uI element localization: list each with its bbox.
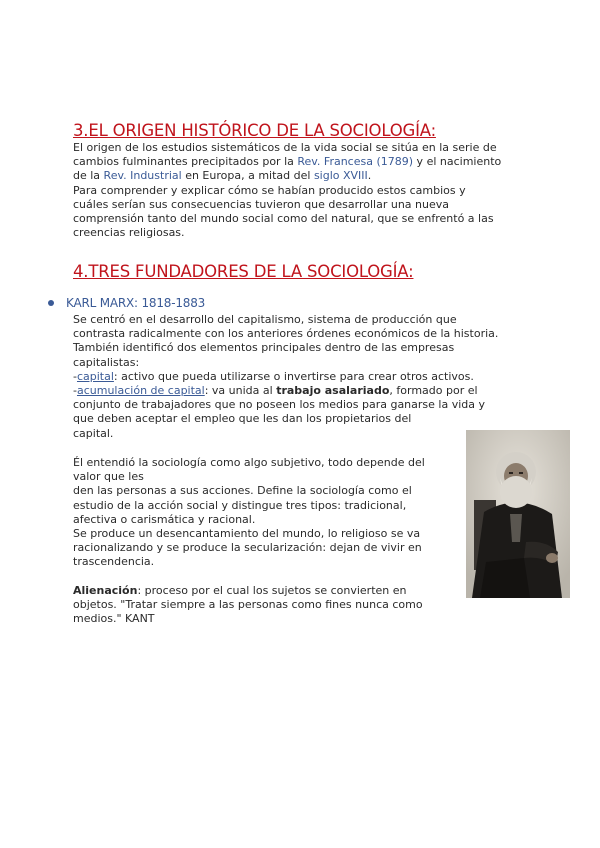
text-line: cuáles serían sus consecuencias tuvieron que desarrollar una nueva xyxy=(73,197,449,211)
text-line: que deben aceptar el empleo que les dan los propietarios del xyxy=(73,412,412,426)
section-3-paragraph xyxy=(73,141,521,240)
text-line: Él entendió la sociología como algo subjetivo, todo depende del xyxy=(73,456,425,469)
text-run: - xyxy=(73,369,77,383)
text-line: Se produce un desencantamiento del mundo, lo religioso se va xyxy=(73,527,421,541)
text-line: Para comprender y explicar cómo se habían producido estos cambios y xyxy=(73,183,466,197)
text-line: El origen de los estudios sistemáticos de la vida social se sitúa en la serie de xyxy=(73,141,497,154)
bullet-dot-icon xyxy=(48,300,54,306)
text-run: . xyxy=(367,169,372,183)
text-line: trascendencia. xyxy=(73,555,155,569)
text-line: comprensión tanto del mundo social como del natural, que se enfrentó a las xyxy=(73,212,494,226)
text-line: valor que les xyxy=(73,470,144,484)
text-run: de la xyxy=(73,169,104,183)
bullet-label: KARL MARX: 1818-1883 xyxy=(66,296,206,310)
text-run: cambios fulminantes precipitados por la xyxy=(73,155,298,169)
karl-marx-portrait-image xyxy=(466,430,570,598)
section-3-heading: 3.EL ORIGEN HISTÓRICO DE LA SOCIOLOGÍA: xyxy=(73,121,436,140)
text-line xyxy=(73,370,521,384)
term-capital: capital xyxy=(76,369,114,383)
marx-paragraph-2 xyxy=(73,456,458,570)
text-run: y el nacimiento xyxy=(413,155,502,169)
text-line xyxy=(73,384,521,398)
text-run: - xyxy=(73,384,77,398)
text-line: contrasta radicalmente con los anteriores órdenes económicos de la historia. xyxy=(73,327,499,341)
text-line: creencias religiosas. xyxy=(73,226,185,240)
text-run: : proceso por el cual los sujetos se convierten en xyxy=(137,584,407,597)
text-run: en Europa, a mitad del xyxy=(181,169,314,183)
highlight-rev-francesa: Rev. Francesa (1789) xyxy=(297,155,414,169)
section-4-heading: 4.TRES FUNDADORES DE LA SOCIOLOGÍA: xyxy=(73,262,414,281)
highlight-rev-industrial: Rev. Industrial xyxy=(103,169,182,183)
text-run: , formado por el xyxy=(389,384,478,398)
text-line: estudio de la acción social y distingue tres tipos: tradicional, xyxy=(73,498,407,512)
text-line: afectiva o carismática y racional. xyxy=(73,512,256,526)
text-line: den las personas a sus acciones. Define la sociología como el xyxy=(73,484,412,498)
text-line: También identificó dos elementos principales dentro de las empresas xyxy=(73,341,455,355)
text-run: : activo que pueda utilizarse o invertirse para crear otros activos. xyxy=(113,369,474,383)
text-line: conjunto de trabajadores que no poseen los medios para ganarse la vida y xyxy=(73,398,486,412)
marx-paragraph-1 xyxy=(73,313,521,441)
term-trabajo-asalariado: trabajo asalariado xyxy=(276,384,390,398)
text-line: capital. xyxy=(73,426,114,440)
text-line: racionalizando y se produce la secularización: dejan de vivir en xyxy=(73,541,422,555)
text-line: medios." KANT xyxy=(73,612,155,626)
highlight-siglo: siglo XVIII xyxy=(313,169,368,183)
portrait-icon xyxy=(466,430,570,598)
text-line xyxy=(73,169,521,183)
marx-paragraph-3 xyxy=(73,584,458,627)
text-run: : va unida al xyxy=(204,384,277,398)
text-line xyxy=(73,584,458,598)
term-acumulacion: acumulación de capital xyxy=(76,384,205,398)
text-line xyxy=(73,155,521,169)
text-line: Se centró en el desarrollo del capitalismo, sistema de producción que xyxy=(73,313,457,326)
text-line: objetos. "Tratar siempre a las personas como fines nunca como xyxy=(73,598,423,612)
term-alienacion: Alienación xyxy=(73,584,138,597)
text-line: capitalistas: xyxy=(73,355,140,369)
